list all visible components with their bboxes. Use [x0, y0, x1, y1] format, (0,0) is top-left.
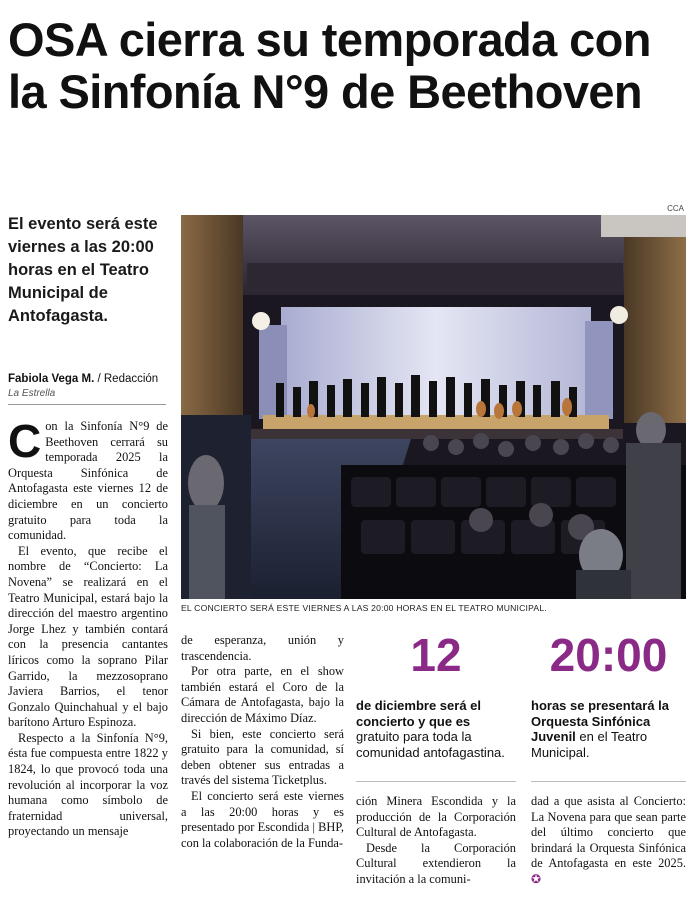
- fact-number: 12: [410, 629, 462, 681]
- headline: OSA cierra su temporada con la Sinfonía N°9 de Beethoven: [8, 13, 651, 118]
- end-mark-icon: ✪: [531, 871, 542, 886]
- paragraph-text: on la Sinfonía N°9 de Beethoven cerrará su temporada 2025 la Orquesta Sinfónica de Antofagasta este viernes 12 de diciembre en un concierto gratuito para toda la comunidad.: [8, 419, 168, 543]
- concert-photo: [181, 215, 686, 599]
- drop-cap: C: [8, 415, 42, 467]
- fact-box-time: [531, 630, 686, 760]
- fact-description: [531, 698, 686, 760]
- fact-rest-text: gratuito para toda la comunidad antofagastina.: [356, 729, 505, 760]
- byline-publication: La Estrella: [8, 388, 56, 399]
- fact-number: 20:00: [549, 629, 668, 681]
- fact-description: [356, 698, 516, 760]
- photo-caption: EL CONCIERTO SERÁ ESTE VIERNES A LAS 20:00 HORAS EN EL TEATRO MUNICIPAL.: [181, 603, 547, 613]
- fact-bold-text: de diciembre será el concierto y que es: [356, 698, 482, 729]
- paragraph: Desde la Corporación Cultural extendieron la invitación a la comuni-: [356, 840, 516, 886]
- subheadline: El evento será este viernes a las 20:00 horas en el Teatro Municipal de Antofagasta.: [8, 215, 158, 325]
- paragraph: El concierto será este viernes a las 20:00 horas y es presentado por Escondida | BHP, con la colaboración de la Funda-: [181, 788, 344, 850]
- fact-divider: [531, 781, 686, 782]
- paragraph: Respecto a la Sinfonía N°9, ésta fue compuesta entre 1822 y 1824, lo que provocó toda una revolución al incorporar la voz humana como símbolo de fraternidad universal, proyectando un mensaje: [8, 730, 168, 839]
- paragraph: [531, 794, 686, 888]
- author-name: Fabiola Vega M.: [8, 373, 95, 385]
- fact-bold-text: horas se presentará la Orquesta Sinfónica Juvenil: [531, 698, 670, 744]
- paragraph: ción Minera Escondida y la producción de la Corporación Cultural de Antofagasta.: [356, 794, 516, 840]
- fact-divider: [356, 781, 516, 782]
- photo-credit: CCA: [667, 204, 684, 213]
- fact-box-date: [356, 630, 516, 760]
- author-role: / Redacción: [94, 373, 159, 385]
- article-column-4: [531, 794, 686, 888]
- article-column-1: [8, 415, 168, 840]
- paragraph: [8, 415, 168, 544]
- paragraph: de esperanza, unión y trascendencia.: [181, 633, 344, 663]
- byline-author: [8, 373, 158, 385]
- paragraph: Por otra parte, en el show también estará el Coro de la Cámara de Antofagasta, bajo la dirección de Máximo Díaz.: [181, 664, 344, 725]
- byline-divider: [8, 404, 166, 405]
- article-column-3: [356, 794, 516, 888]
- paragraph-text: dad a que asista al Concierto: La Novena para que sean parte del último concierto que brindará la Orquesta Sinfónica de Antofagasta en este 2025.: [531, 794, 686, 871]
- fact-rest-text: en el Teatro Municipal.: [531, 729, 648, 760]
- paragraph: El evento, que recibe el nombre de “Concierto: La Novena” se realizará en el Teatro Municipal, estará bajo la dirección del maestro argentino Jorge Lhez y también contará con la presencia cantantes líricos como la soprano Pilar Garrido, la mezzosoprano Javiera Barrios, el tenor Gonzalo Quinchahual y el bajo barítono Arturo Espinoza.: [8, 543, 168, 730]
- article-column-2: [181, 633, 344, 851]
- paragraph: Si bien, este concierto será gratuito para la comunidad, sí deben obtener sus entradas a través del sistema Ticketplus.: [181, 726, 344, 788]
